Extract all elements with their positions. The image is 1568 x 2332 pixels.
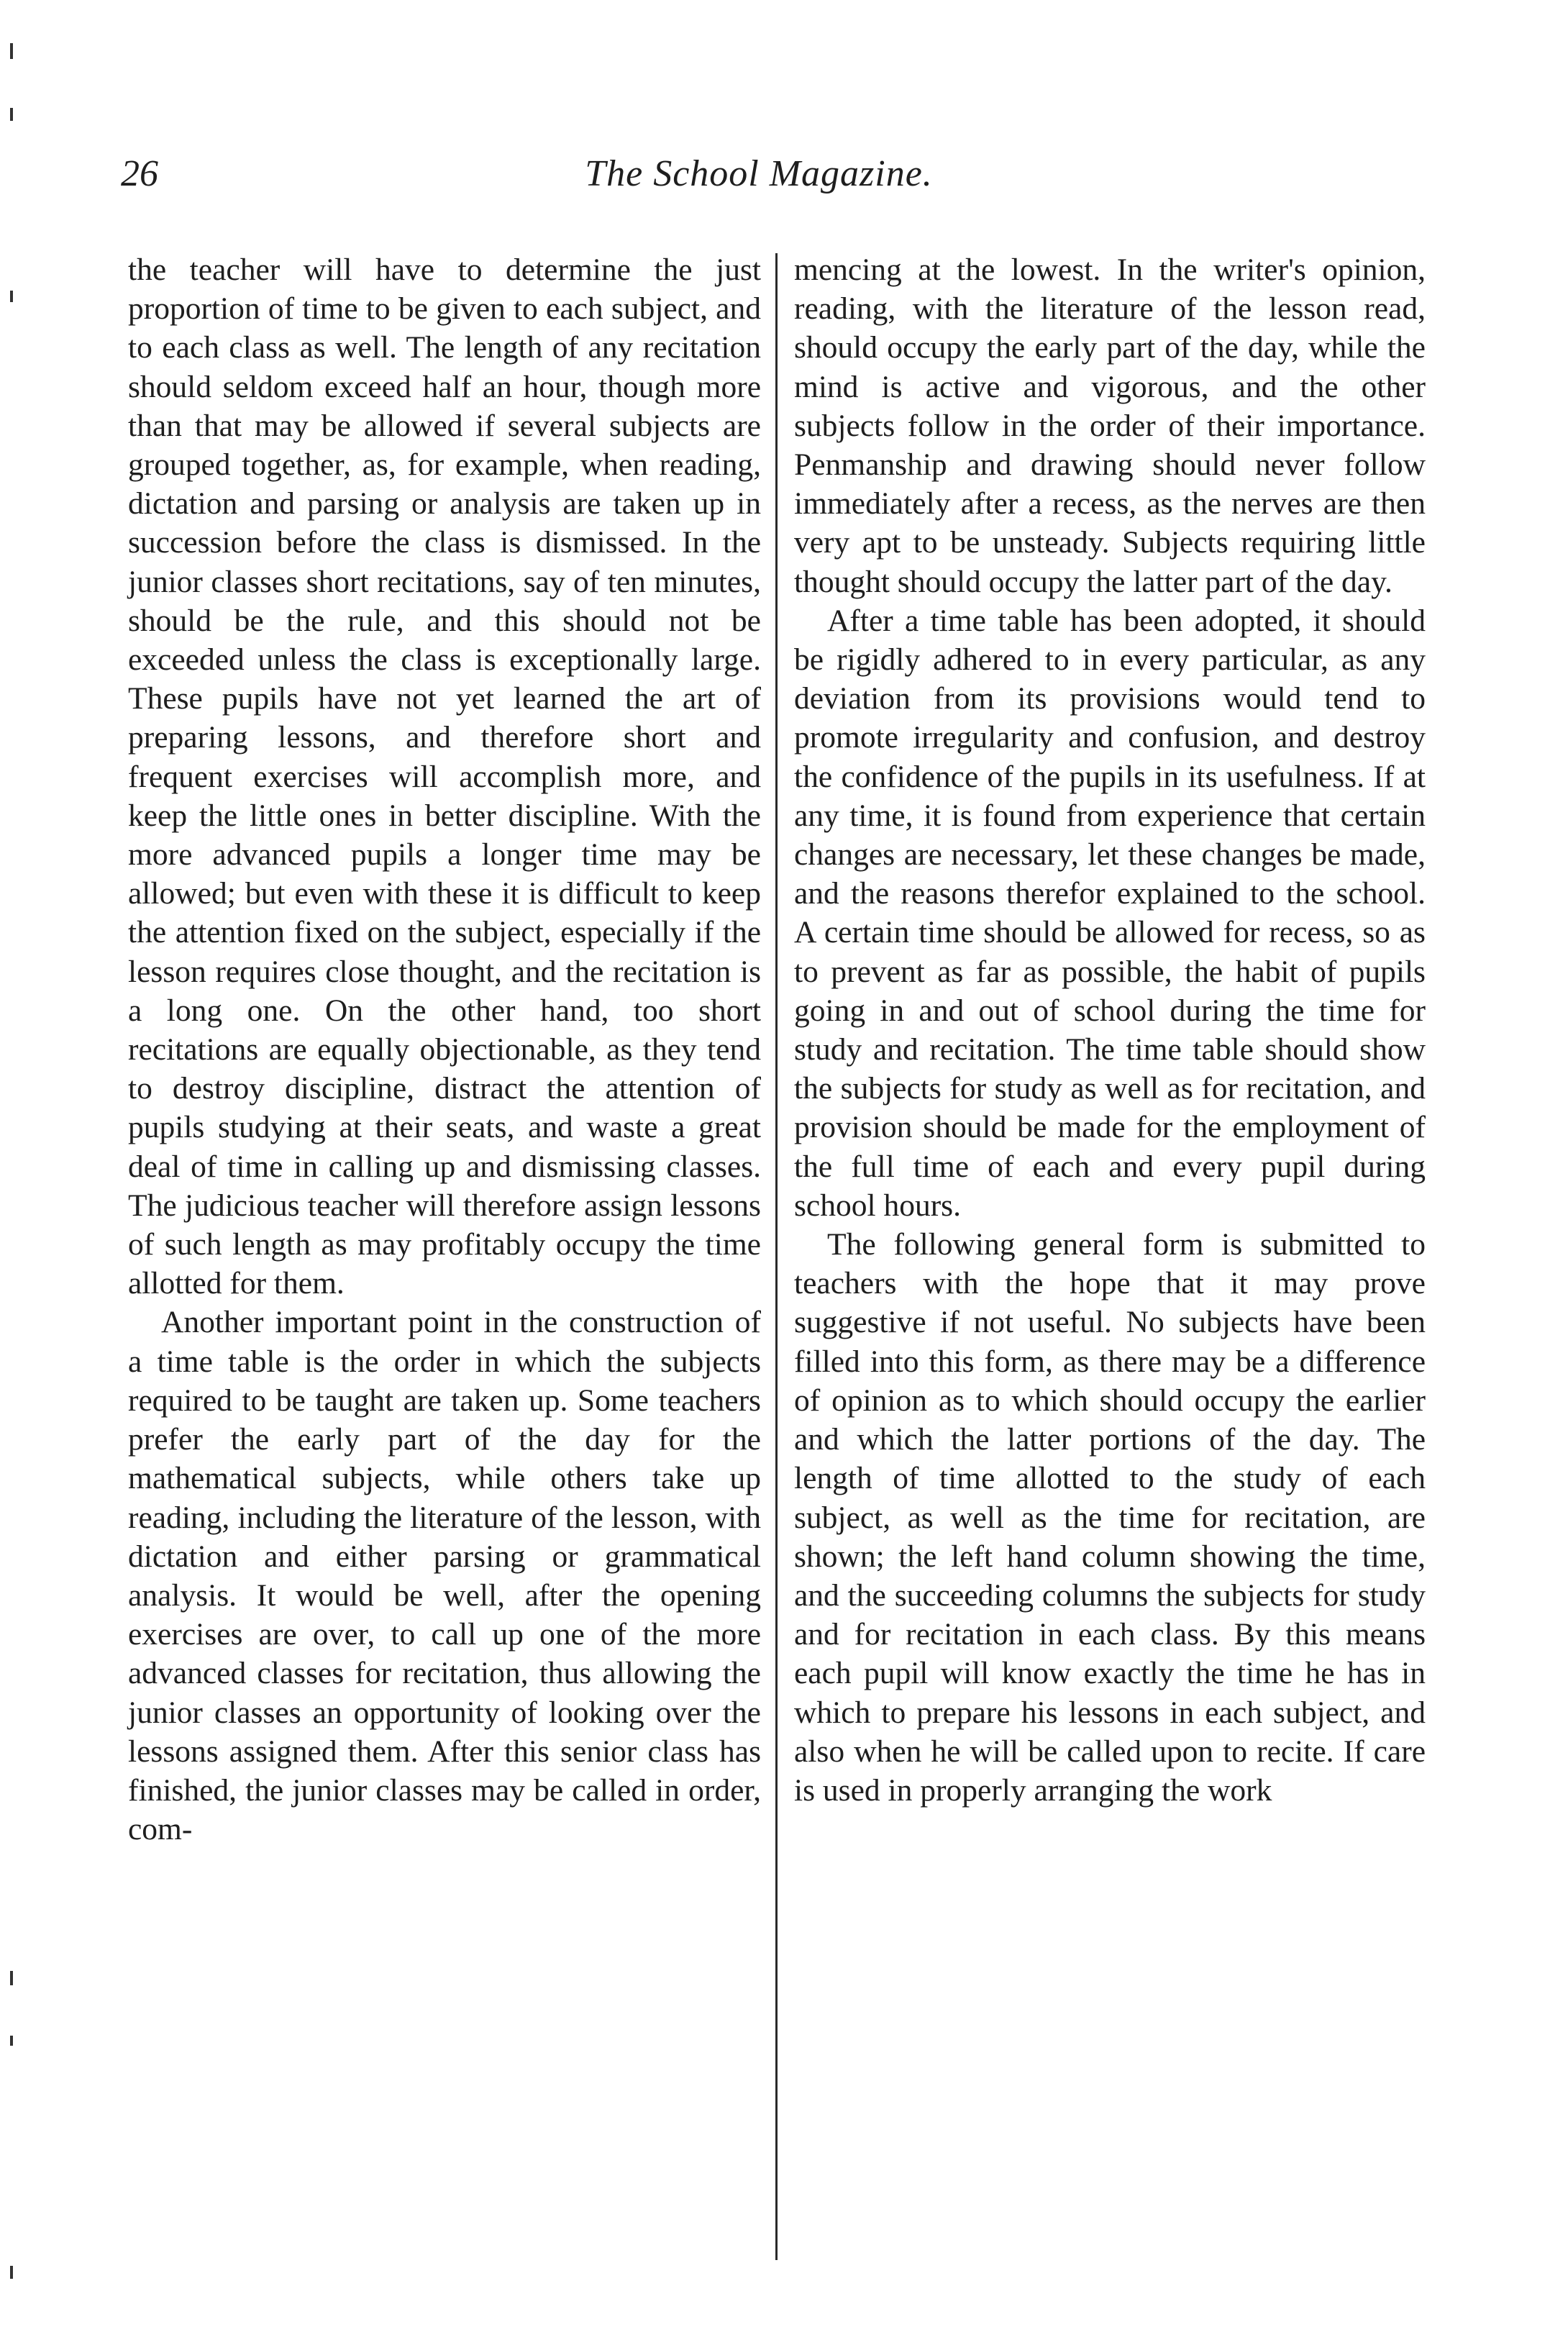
right-column: [794, 250, 1426, 1810]
left-column: [128, 250, 761, 1849]
paragraph: mencing at the lowest. In the writer's opinion, reading, with the literature of the lesson read, should occupy the early part of the day, while the mind is active and vigorous, and the other subjects follow in the order of their importance. Penmanship and drawing should never follow immediately after a recess, as the nerves are then very apt to be unsteady. Subjects requiring little thought should occupy the latter part of the day.: [794, 252, 1426, 599]
page-number: 26: [121, 153, 158, 194]
margin-speck: [10, 1971, 13, 1985]
column-divider: [775, 253, 778, 2260]
paragraph: Another important point in the construction of a time table is the order in which the subjects required to be taught are taken up. Some teachers prefer the early part of the day for the mathematical subjects, while others take up reading, including the literature of the lesson, with dictation and either parsing or grammatical analysis. It would be well, after the opening exercises are over, to call up one of the more advanced classes for recitation, thus allowing the junior classes an opportunity of looking over the lessons assigned them. After this senior class has finished, the junior classes may be called in order, com-: [128, 1305, 761, 1847]
running-title: The School Magazine.: [585, 153, 933, 194]
page-header: [101, 152, 1417, 203]
paragraph: After a time table has been adopted, it should be rigidly adhered to in every particular, as any deviation from its provisions would tend to promote irregularity and confusion, and destroy the confidence of the pupils in its usefulness. If at any time, it is found from experience that certain changes are necessary, let these changes be made, and the reasons therefor explained to the school. A certain time should be allowed for recess, so as to prevent as far as possible, the habit of pupils going in and out of school during the time for study and recitation. The time table should show the subjects for study as well as for recitation, and provision should be made for the employment of the full time of each and every pupil during school hours.: [794, 603, 1426, 1223]
margin-speck: [10, 2036, 13, 2046]
margin-speck: [10, 43, 13, 59]
paragraph: The following general form is submitted to teachers with the hope that it may prove suggestive if not useful. No subjects have been filled into this form, as there may be a difference of opinion as to which should occupy the earlier and which the latter portions of the day. The length of time allotted to the study of each subject, as well as the time for recitation, are shown; the left hand column showing the time, and the succeeding columns the subjects for study and for recitation in each class. By this means each pupil will know exactly the time he has in which to prepare his lessons in each subject, and also when he will be called upon to recite. If care is used in properly arranging the work: [794, 1227, 1426, 1808]
paragraph: the teacher will have to determine the just proportion of time to be given to each subject, and to each class as well. The length of any recitation should seldom exceed half an hour, though more than that may be allowed if several subjects are grouped together, as, for example, when reading, dictation and parsing or analysis are taken up in succession before the class is dismissed. In the junior classes short recitations, say of ten minutes, should be the rule, and this should not be exceeded unless the class is exceptionally large. These pupils have not yet learned the art of preparing lessons, and therefore short and frequent exercises will accomplish more, and keep the little ones in better discipline. With the more advanced pupils a longer time may be allowed; but even with these it is difficult to keep the attention fixed on the subject, especially if the lesson requires close thought, and the recitation is a long one. On the other hand, too short recitations are equally objectionable, as they tend to destroy discipline, distract the attention of pupils studying at their seats, and waste a great deal of time in calling up and dismissing classes. The judicious teacher will therefore assign lessons of such length as may profitably occupy the time allotted for them.: [128, 252, 761, 1301]
margin-speck: [10, 108, 13, 121]
margin-speck: [10, 2266, 13, 2279]
margin-speck: [10, 291, 13, 302]
